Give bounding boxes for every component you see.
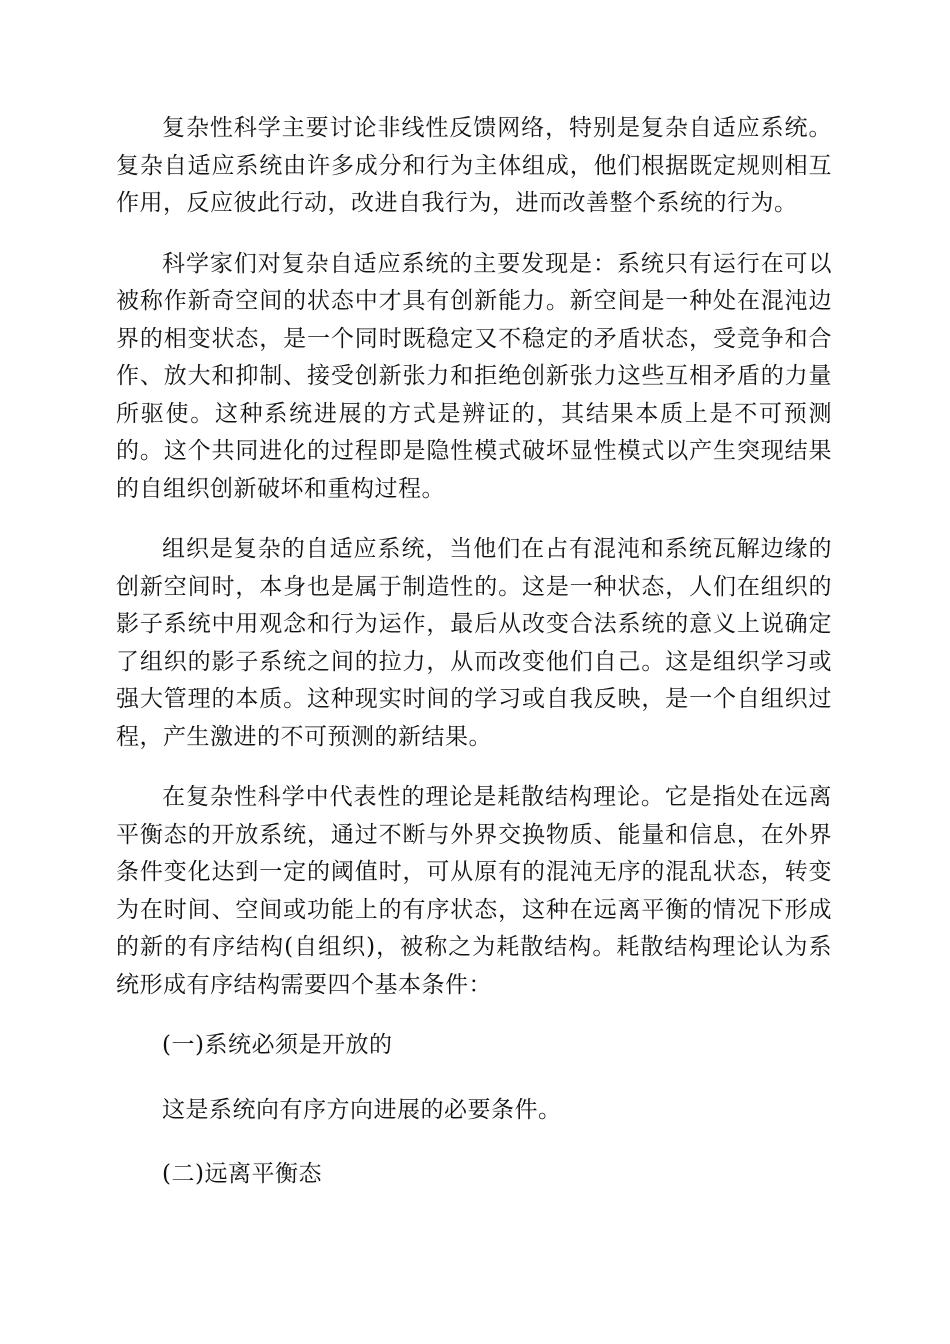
document-body	[116, 110, 832, 1221]
paragraph-condition-one-note: 这是系统向有序方向进展的必要条件。	[162, 1096, 562, 1123]
paragraph-organization: 组织是复杂的自适应系统，当他们在占有混沌和系统瓦解边缘的创新空间时，本身也是属于制造性的。这是一种状态，人们在组织的影子系统中用观念和行为运作，最后从改变合法系统的意义上说确定了组织的影子系统之间的拉力，从而改变他们自己。这是组织学习或强大管理的本质。这种现实时间的学习或自我反映，是一个自组织过程，产生激进的不可预测的新结果。	[116, 536, 832, 750]
paragraph-scientists-findings: 科学家们对复杂自适应系统的主要发现是：系统只有运行在可以被称作新奇空间的状态中才具有创新能力。新空间是一种处在混沌边界的相变状态，是一个同时既稳定又不稳定的矛盾状态，受竞争和合作、放大和抑制、接受创新张力和拒绝创新张力这些互相矛盾的力量所驱使。这种系统进展的方式是辨证的，其结果本质上是不可预测的。这个共同进化的过程即是隐性模式破坏显性模式以产生突现结果的自组织创新破坏和重构过程。	[116, 250, 832, 502]
paragraph-complexity-science: 复杂性科学主要讨论非线性反馈网络，特别是复杂自适应系统。复杂自适应系统由许多成分和行为主体组成，他们根据既定规则相互作用，反应彼此行动，改进自我行为，进而改善整个系统的行为。	[116, 115, 832, 216]
paragraph-dissipative-structure: 在复杂性科学中代表性的理论是耗散结构理论。它是指处在远离平衡态的开放系统，通过不断与外界交换物质、能量和信息，在外界条件变化达到一定的阈值时，可从原有的混沌无序的混乱状态，转变为在时间、空间或功能上的有序状态，这种在远离平衡的情况下形成的新的有序结构(自组织)，被称之为耗散结构。耗散结构理论认为系统形成有序结构需要四个基本条件：	[116, 784, 832, 998]
heading-condition-one: (一)系统必须是开放的	[162, 1032, 393, 1058]
heading-condition-two: (二)远离平衡态	[162, 1161, 322, 1187]
